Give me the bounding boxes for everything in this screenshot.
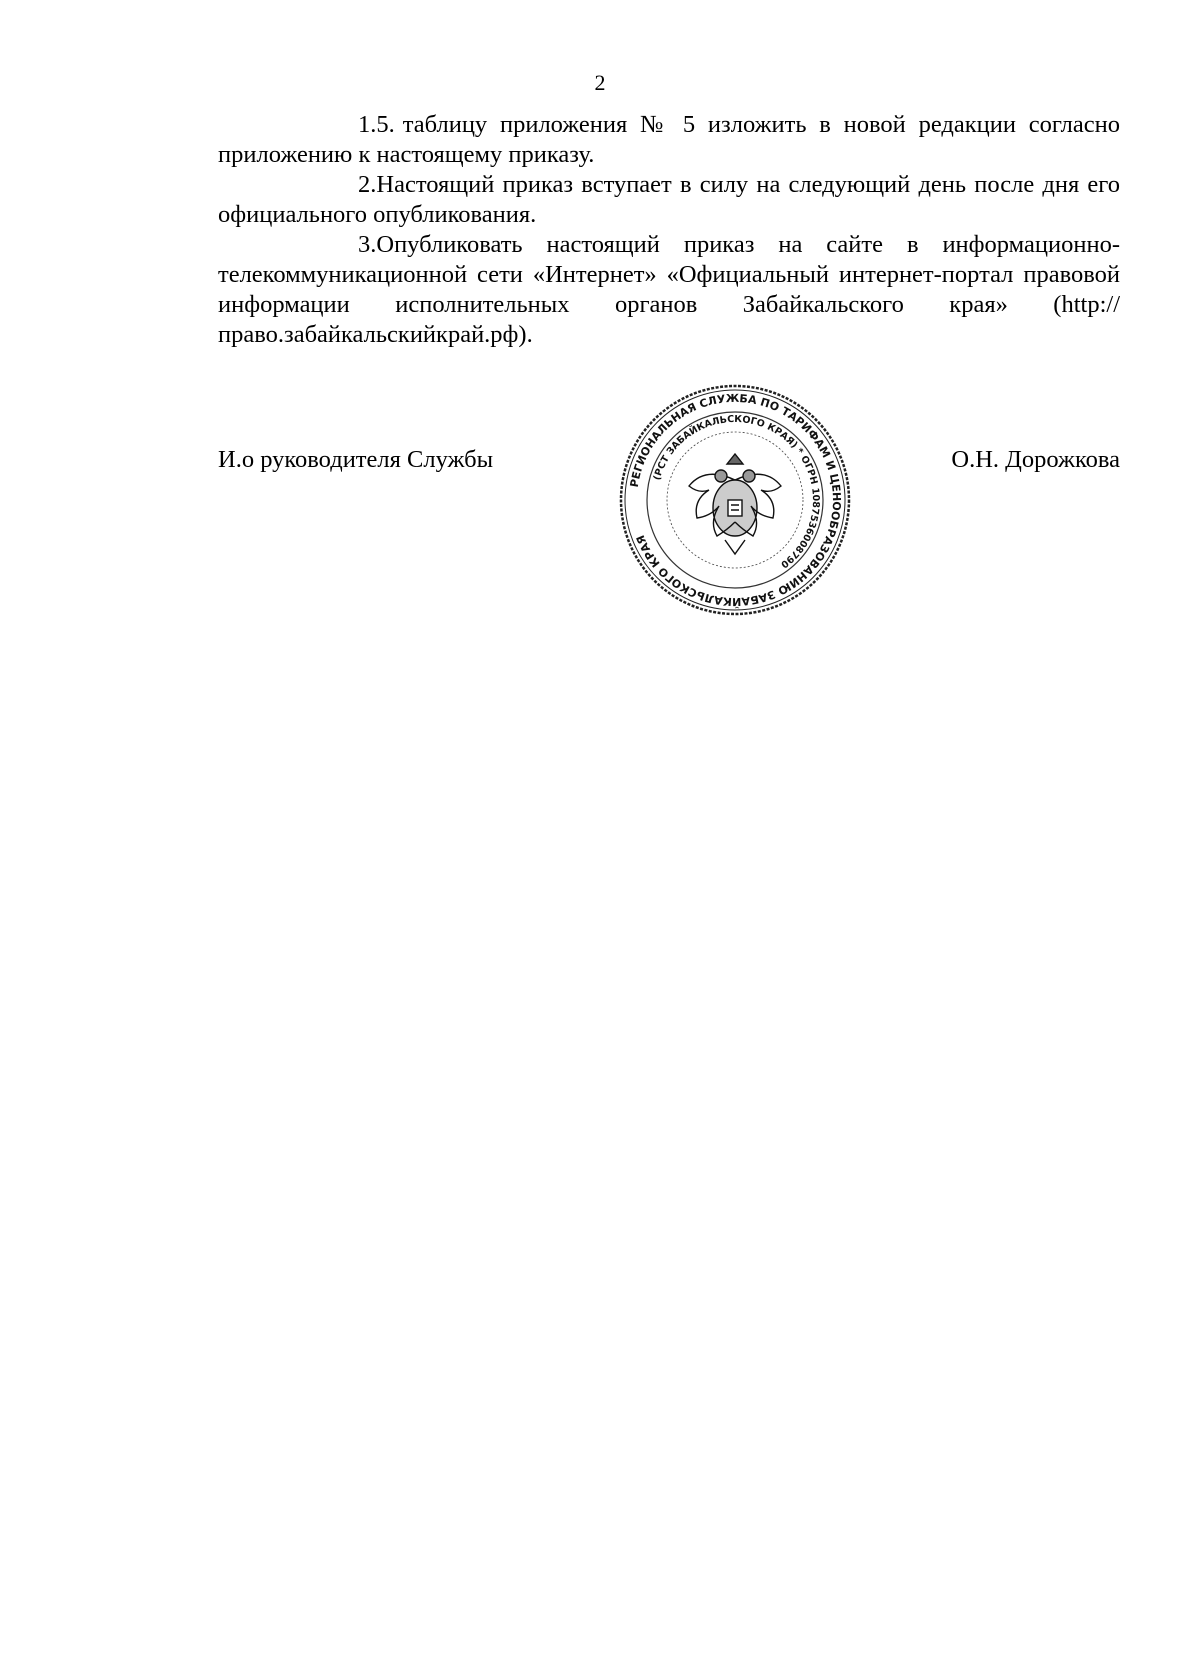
paragraph-number: 3. bbox=[358, 231, 377, 258]
paragraph-text: Настоящий приказ вступает в силу на следующий день после дня его официального опубликования. bbox=[218, 171, 1120, 228]
paragraph-text: таблицу приложения № 5 изложить в новой редакции согласно приложению к настоящему приказу. bbox=[218, 111, 1120, 168]
paragraph-3 bbox=[218, 230, 1120, 350]
paragraph-number: 2. bbox=[358, 171, 377, 198]
signatory-role: И.о руководителя Службы bbox=[218, 446, 494, 473]
document-body bbox=[218, 110, 1120, 350]
paragraph-text: Опубликовать настоящий приказ на сайте в информационно-телекоммуникационной сети «Интернет» «Официальный интернет-портал правовой информации исполнительных органов Забайкальского края» (http://право.забайкальскийкрай.рф). bbox=[218, 231, 1120, 348]
paragraph-1-5 bbox=[218, 110, 1120, 170]
paragraph-number: 1.5. bbox=[358, 111, 395, 138]
signatory-name: О.Н. Дорожкова bbox=[951, 446, 1120, 473]
seal-graphic bbox=[615, 380, 855, 620]
seal-outer-textpath: РЕГИОНАЛЬНАЯ СЛУЖБА ПО ТАРИФАМ И ЦЕНООБРАЗОВАНИЮ ЗАБАЙКАЛЬСКОГО КРАЯ bbox=[627, 391, 844, 609]
paragraph-2 bbox=[218, 170, 1120, 230]
seal-inner-textpath: (РСТ ЗАБАЙКАЛЬСКОГО КРАЯ) * ОГРН 1087536008790 bbox=[651, 413, 822, 570]
eagle-emblem-icon bbox=[689, 454, 781, 554]
page-number: 2 bbox=[594, 70, 606, 95]
official-seal-stamp bbox=[615, 380, 855, 620]
